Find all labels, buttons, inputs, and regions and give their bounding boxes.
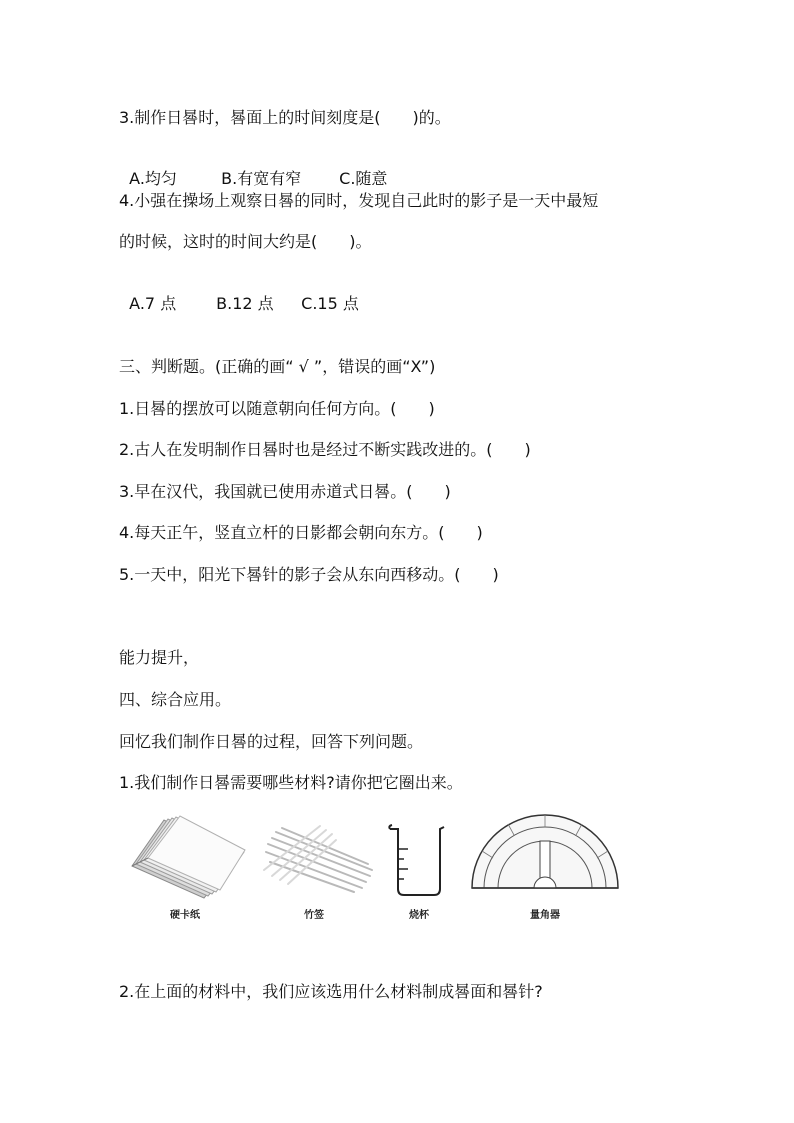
question-3: 3.制作日晷时，晷面上的时间刻度是( )的。 <box>119 108 451 127</box>
protractor-image <box>470 808 620 890</box>
judge-item-5: 5.一天中，阳光下晷针的影子会从东向西移动。( ) <box>119 565 499 584</box>
protractor-caption: 量角器 <box>530 910 560 921</box>
judge-item-1: 1.日晷的摆放可以随意朝向任何方向。( ) <box>119 399 435 418</box>
judge-heading: 三、判断题。(正确的画“ √ ”，错误的画“X”) <box>119 357 436 376</box>
option-c: C.15 点 <box>301 294 359 313</box>
judge-item-3: 3.早在汉代，我国就已使用赤道式日晷。( ) <box>119 482 451 501</box>
application-intro: 回忆我们制作日晷的过程，回答下列问题。 <box>119 732 424 751</box>
bamboo-skewers-caption: 竹签 <box>304 910 324 921</box>
option-b: B.有宽有窄 <box>221 169 302 188</box>
question-4-line-1: 4.小强在操场上观察日晷的同时，发现自己此时的影子是一天中最短 <box>119 191 599 210</box>
cardboard-caption: 硬卡纸 <box>170 910 200 921</box>
option-b: B.12 点 <box>216 294 274 313</box>
judge-item-4: 4.每天正午，竖直立杆的日影都会朝向东方。( ) <box>119 523 483 542</box>
application-heading: 四、综合应用。 <box>119 690 232 709</box>
application-question-2: 2.在上面的材料中，我们应该选用什么材料制成晷面和晷针? <box>119 982 543 1001</box>
question-4-line-2: 的时候，这时的时间大约是( )。 <box>119 232 372 251</box>
question-3-options <box>119 149 387 189</box>
judge-item-2: 2.古人在发明制作日晷时也是经过不断实践改进的。( ) <box>119 440 531 459</box>
bamboo-skewers-image <box>262 822 374 894</box>
application-question-1: 1.我们制作日晷需要哪些材料?请你把它圈出来。 <box>119 773 463 792</box>
beaker-image <box>386 823 448 899</box>
question-4-options <box>119 274 359 314</box>
cardboard-image <box>126 814 246 900</box>
option-a: A.7 点 <box>129 294 177 313</box>
beaker-caption: 烧杯 <box>409 910 429 921</box>
ability-label: 能力提升， <box>119 648 200 667</box>
option-a: A.均匀 <box>129 169 177 188</box>
option-c: C.随意 <box>339 169 388 188</box>
